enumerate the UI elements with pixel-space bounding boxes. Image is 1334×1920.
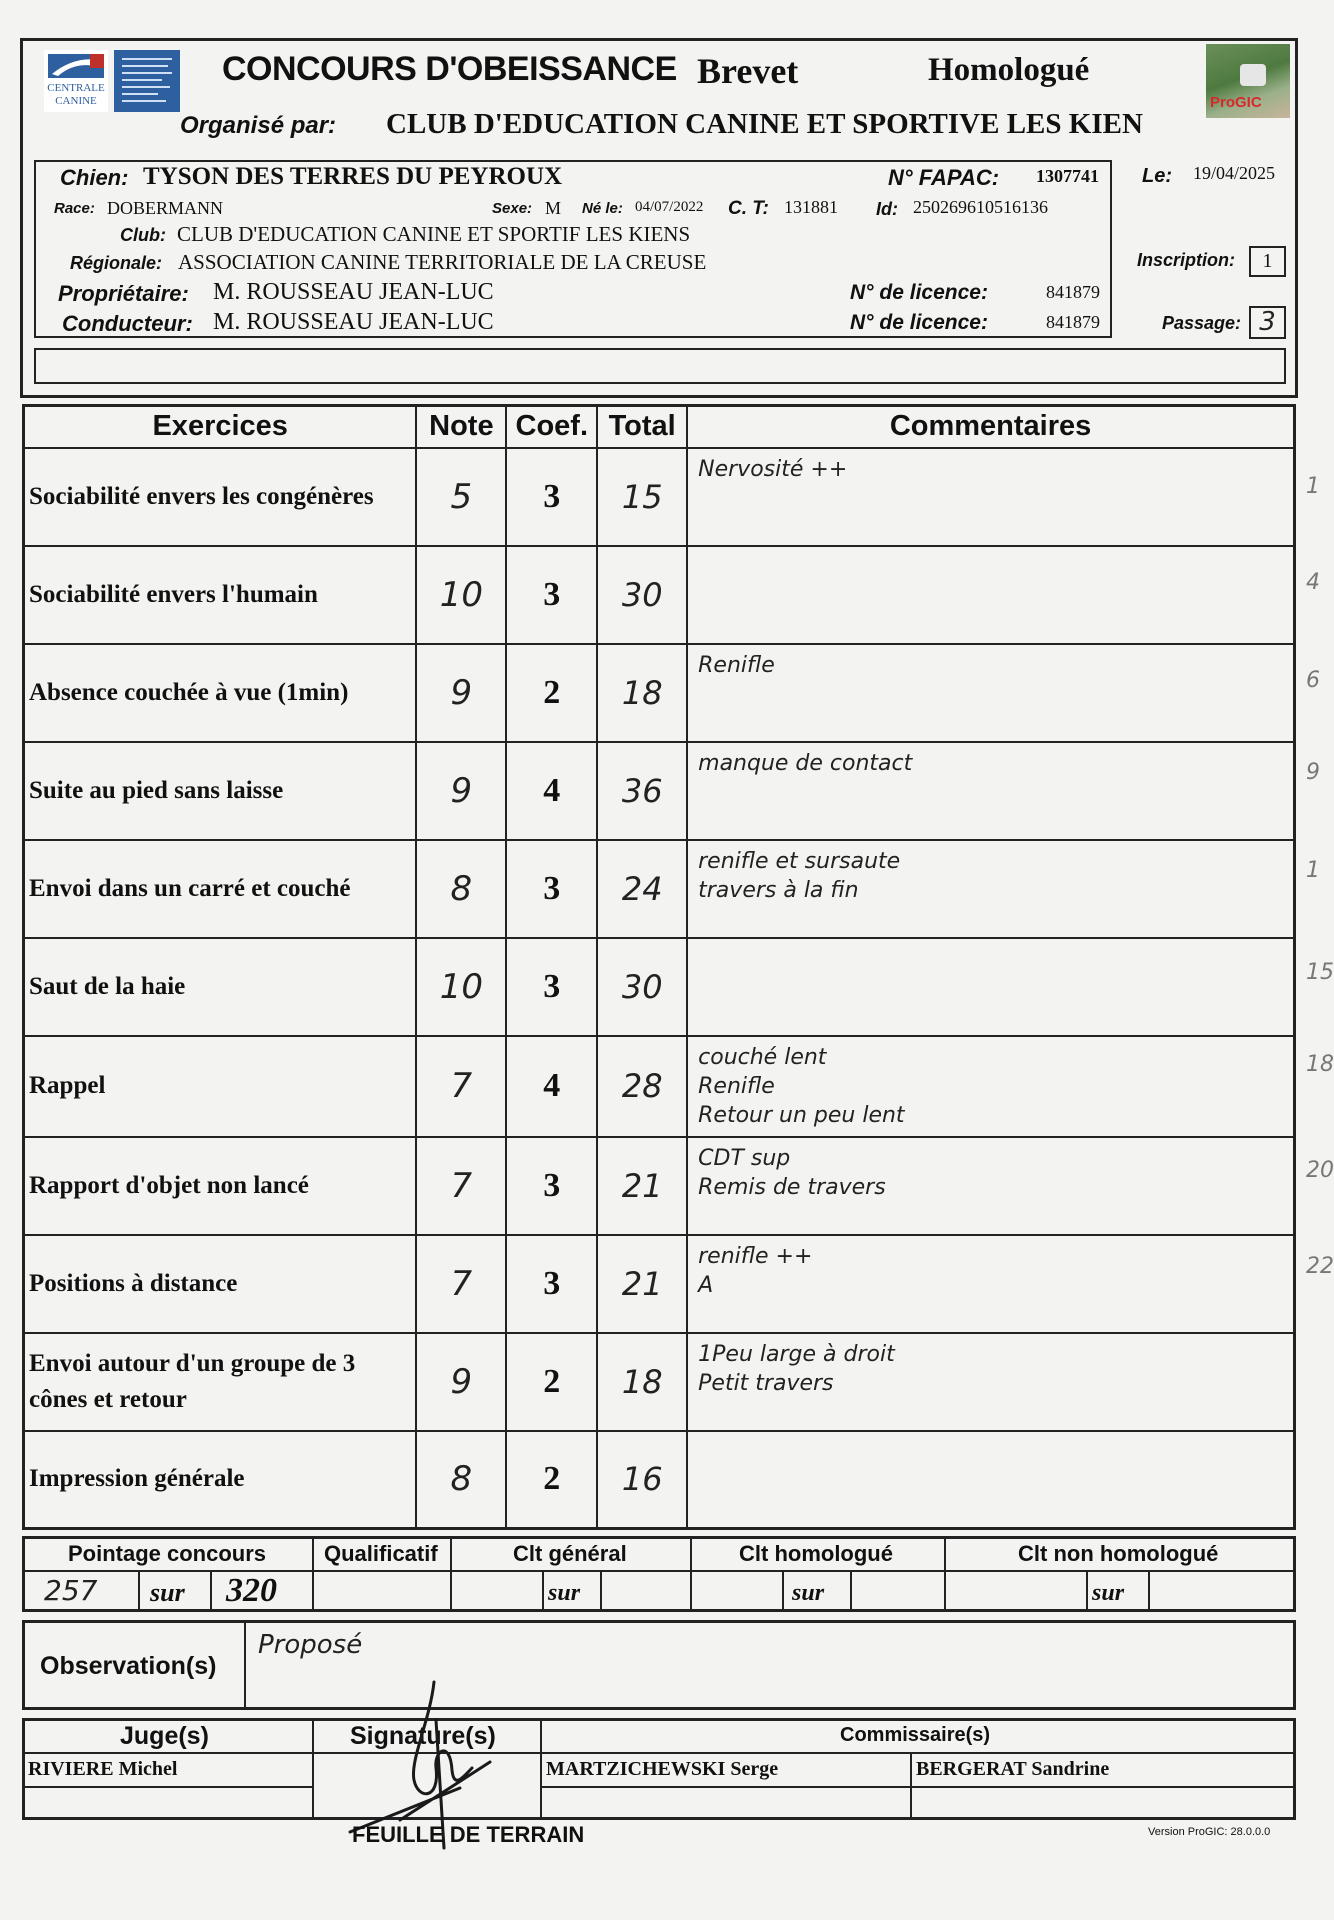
comment-value: renifle ++ A bbox=[698, 1243, 813, 1298]
ne-value: 04/07/2022 bbox=[635, 199, 704, 215]
inscription-value: 1 bbox=[1262, 250, 1273, 272]
note-value: 10 bbox=[439, 574, 483, 615]
note-value: 10 bbox=[439, 966, 483, 1007]
header-coef: Coef. bbox=[506, 406, 597, 448]
passage-box bbox=[1249, 306, 1286, 339]
coef-value: 3 bbox=[543, 869, 561, 907]
total-value: 24 bbox=[621, 869, 663, 908]
clt-homologue-sur: sur bbox=[792, 1580, 825, 1606]
exercises-table bbox=[22, 404, 1296, 1530]
pointage-value: 257 bbox=[44, 1574, 98, 1607]
proprietaire-value: M. ROUSSEAU JEAN-LUC bbox=[213, 279, 494, 305]
title-level: Brevet bbox=[697, 51, 799, 91]
comment-value: 1Peu large à droit Petit travers bbox=[698, 1341, 895, 1396]
total-value: 18 bbox=[621, 1362, 663, 1401]
comment-value: CDT sup Remis de travers bbox=[698, 1145, 886, 1200]
organise-value: CLUB D'EDUCATION CANINE ET SPORTIVE LES KIEN bbox=[386, 108, 1143, 140]
coef-value: 4 bbox=[543, 771, 561, 809]
coef-value: 4 bbox=[543, 1067, 561, 1104]
signature-label: Signature(s) bbox=[350, 1722, 496, 1750]
passage-value: 3 bbox=[1259, 307, 1276, 337]
coef-value: 3 bbox=[543, 575, 561, 613]
table-row bbox=[24, 546, 1295, 644]
margin-note: 1 bbox=[1306, 474, 1320, 499]
club-label: Club: bbox=[120, 225, 166, 245]
comment-value: couché lent Renifle Retour un peu lent bbox=[698, 1044, 905, 1128]
exercise-name: Envoi autour d'un groupe de 3 cônes et retour bbox=[29, 1349, 356, 1413]
margin-note: 6 bbox=[1306, 668, 1320, 693]
comment-value: manque de contact bbox=[698, 750, 913, 776]
conducteur-label: Conducteur: bbox=[62, 311, 193, 336]
sexe-label: Sexe: bbox=[492, 200, 533, 217]
ct-value: 131881 bbox=[784, 197, 838, 217]
header-note: Note bbox=[416, 406, 506, 448]
dog-photo-thumbnail bbox=[1206, 44, 1290, 118]
regionale-value: ASSOCIATION CANINE TERRITORIALE DE LA CREUSE bbox=[178, 250, 707, 274]
exercise-name: Absence couchée à vue (1min) bbox=[29, 678, 349, 706]
logo-text-line1: CENTRALE bbox=[47, 82, 105, 94]
exercise-name: Sociabilité envers l'humain bbox=[29, 580, 318, 608]
exercise-name: Positions à distance bbox=[29, 1269, 238, 1297]
coef-value: 3 bbox=[543, 1166, 561, 1204]
table-row bbox=[24, 644, 1295, 742]
licence2-label: N° de licence: bbox=[850, 311, 988, 334]
id-label: Id: bbox=[876, 199, 898, 219]
coef-value: 2 bbox=[543, 1362, 561, 1400]
photo-tag: ProGIC bbox=[1210, 94, 1262, 111]
chien-label: Chien: bbox=[60, 165, 129, 190]
note-value: 9 bbox=[450, 770, 473, 811]
header-commentaires: Commentaires bbox=[687, 406, 1294, 448]
observation-label: Observation(s) bbox=[40, 1652, 217, 1680]
inscription-label: Inscription: bbox=[1137, 250, 1235, 270]
header-total: Total bbox=[597, 406, 687, 448]
clt-non-homologue-label: Clt non homologué bbox=[1018, 1541, 1219, 1566]
total-value: 21 bbox=[621, 1166, 663, 1205]
sexe-value: M bbox=[545, 198, 562, 218]
table-row bbox=[24, 840, 1295, 938]
licence2-value: 841879 bbox=[1046, 312, 1100, 332]
organise-label: Organisé par: bbox=[180, 112, 337, 139]
note-value: 9 bbox=[450, 672, 473, 713]
observation-value: Proposé bbox=[258, 1630, 363, 1660]
table-row bbox=[24, 448, 1295, 546]
note-value: 7 bbox=[450, 1263, 473, 1304]
exercise-name: Rapport d'objet non lancé bbox=[29, 1171, 309, 1199]
clt-general-sur: sur bbox=[548, 1580, 581, 1606]
logo-text-line2: CANINE bbox=[55, 95, 97, 107]
coef-value: 3 bbox=[543, 477, 561, 515]
chien-value: TYSON DES TERRES DU PEYROUX bbox=[143, 163, 563, 190]
total-value: 36 bbox=[621, 771, 663, 810]
total-value: 18 bbox=[621, 673, 663, 712]
margin-note: 18 bbox=[1306, 1052, 1334, 1077]
table-row bbox=[24, 1235, 1295, 1333]
licence1-value: 841879 bbox=[1046, 282, 1100, 302]
table-row bbox=[24, 1137, 1295, 1235]
comment-value: renifle et sursaute travers à la fin bbox=[698, 848, 901, 903]
commissaire2-value: BERGERAT Sandrine bbox=[916, 1758, 1110, 1780]
ne-label: Né le: bbox=[582, 200, 623, 217]
total-value: 15 bbox=[621, 477, 663, 516]
exercise-name: Impression générale bbox=[29, 1465, 245, 1493]
date-value: 19/04/2025 bbox=[1193, 163, 1276, 183]
header-exercices: Exercices bbox=[24, 406, 417, 448]
version-label: Version ProGIC: 28.0.0.0 bbox=[1148, 1826, 1271, 1838]
blank-info-bar bbox=[34, 348, 1286, 384]
title-status: Homologué bbox=[928, 52, 1090, 88]
clt-general-label: Clt général bbox=[513, 1541, 627, 1566]
licence1-label: N° de licence: bbox=[850, 281, 988, 304]
juge-value: RIVIERE Michel bbox=[28, 1758, 178, 1780]
exercise-name: Sociabilité envers les congénères bbox=[29, 482, 374, 510]
pointage-label: Pointage concours bbox=[68, 1541, 267, 1566]
club-value: CLUB D'EDUCATION CANINE ET SPORTIF LES KIENS bbox=[177, 222, 691, 246]
qualificatif-label: Qualificatif bbox=[324, 1541, 438, 1566]
inscription-box bbox=[1249, 246, 1286, 277]
race-label: Race: bbox=[54, 200, 95, 217]
table-row bbox=[24, 1036, 1295, 1137]
total-value: 21 bbox=[621, 1264, 663, 1303]
pointage-max: 320 bbox=[226, 1572, 277, 1609]
exercise-name: Envoi dans un carré et couché bbox=[29, 874, 351, 902]
exercise-name: Suite au pied sans laisse bbox=[29, 776, 284, 804]
note-value: 7 bbox=[450, 1066, 473, 1106]
proprietaire-label: Propriétaire: bbox=[58, 281, 189, 306]
margin-note: 15 bbox=[1306, 960, 1334, 985]
regionale-label: Régionale: bbox=[70, 253, 163, 273]
juges-label: Juge(s) bbox=[120, 1722, 209, 1750]
coef-value: 3 bbox=[543, 1264, 561, 1302]
table-row bbox=[24, 938, 1295, 1036]
clt-homologue-label: Clt homologué bbox=[739, 1541, 893, 1566]
total-value: 16 bbox=[621, 1460, 663, 1499]
margin-note: 4 bbox=[1306, 570, 1320, 595]
margin-note: 20 bbox=[1306, 1158, 1334, 1183]
note-value: 8 bbox=[450, 1459, 473, 1500]
centrale-canine-logo bbox=[44, 50, 180, 112]
page-title: CONCOURS D'OBEISSANCE bbox=[222, 50, 677, 88]
margin-note: 1 bbox=[1306, 858, 1320, 883]
table-row bbox=[24, 1431, 1295, 1529]
conducteur-value: M. ROUSSEAU JEAN-LUC bbox=[213, 309, 494, 335]
total-value: 30 bbox=[621, 575, 663, 614]
total-value: 28 bbox=[621, 1067, 663, 1105]
feuille-label: FEUILLE DE TERRAIN bbox=[352, 1822, 585, 1847]
race-value: DOBERMANN bbox=[107, 198, 224, 218]
table-row bbox=[24, 1333, 1295, 1431]
commissaires-label: Commissaire(s) bbox=[840, 1724, 991, 1746]
note-value: 7 bbox=[450, 1165, 473, 1206]
clt-non-homologue-sur: sur bbox=[1092, 1580, 1125, 1606]
ct-label: C. T: bbox=[728, 198, 769, 219]
margin-note: 9 bbox=[1306, 760, 1320, 785]
commissaire1-value: MARTZICHEWSKI Serge bbox=[546, 1758, 779, 1780]
coef-value: 2 bbox=[543, 673, 561, 711]
passage-label: Passage: bbox=[1162, 313, 1242, 333]
id-value: 250269610516136 bbox=[913, 197, 1048, 217]
coef-value: 3 bbox=[543, 967, 561, 1005]
total-value: 30 bbox=[621, 967, 663, 1006]
table-row bbox=[24, 742, 1295, 840]
note-value: 8 bbox=[450, 868, 473, 909]
pointage-sur-label: sur bbox=[150, 1578, 185, 1607]
exercise-name: Saut de la haie bbox=[29, 972, 186, 1000]
margin-note: 22 bbox=[1306, 1254, 1334, 1279]
comment-value: Renifle bbox=[698, 652, 775, 678]
coef-value: 2 bbox=[543, 1460, 561, 1498]
comment-value: Nervosité ++ bbox=[698, 456, 848, 482]
note-value: 5 bbox=[450, 476, 473, 517]
note-value: 9 bbox=[450, 1361, 473, 1402]
fapac-value: 1307741 bbox=[1036, 166, 1099, 186]
date-label: Le: bbox=[1142, 165, 1172, 187]
fapac-label: N° FAPAC: bbox=[888, 165, 1000, 190]
exercise-name: Rappel bbox=[29, 1072, 106, 1099]
